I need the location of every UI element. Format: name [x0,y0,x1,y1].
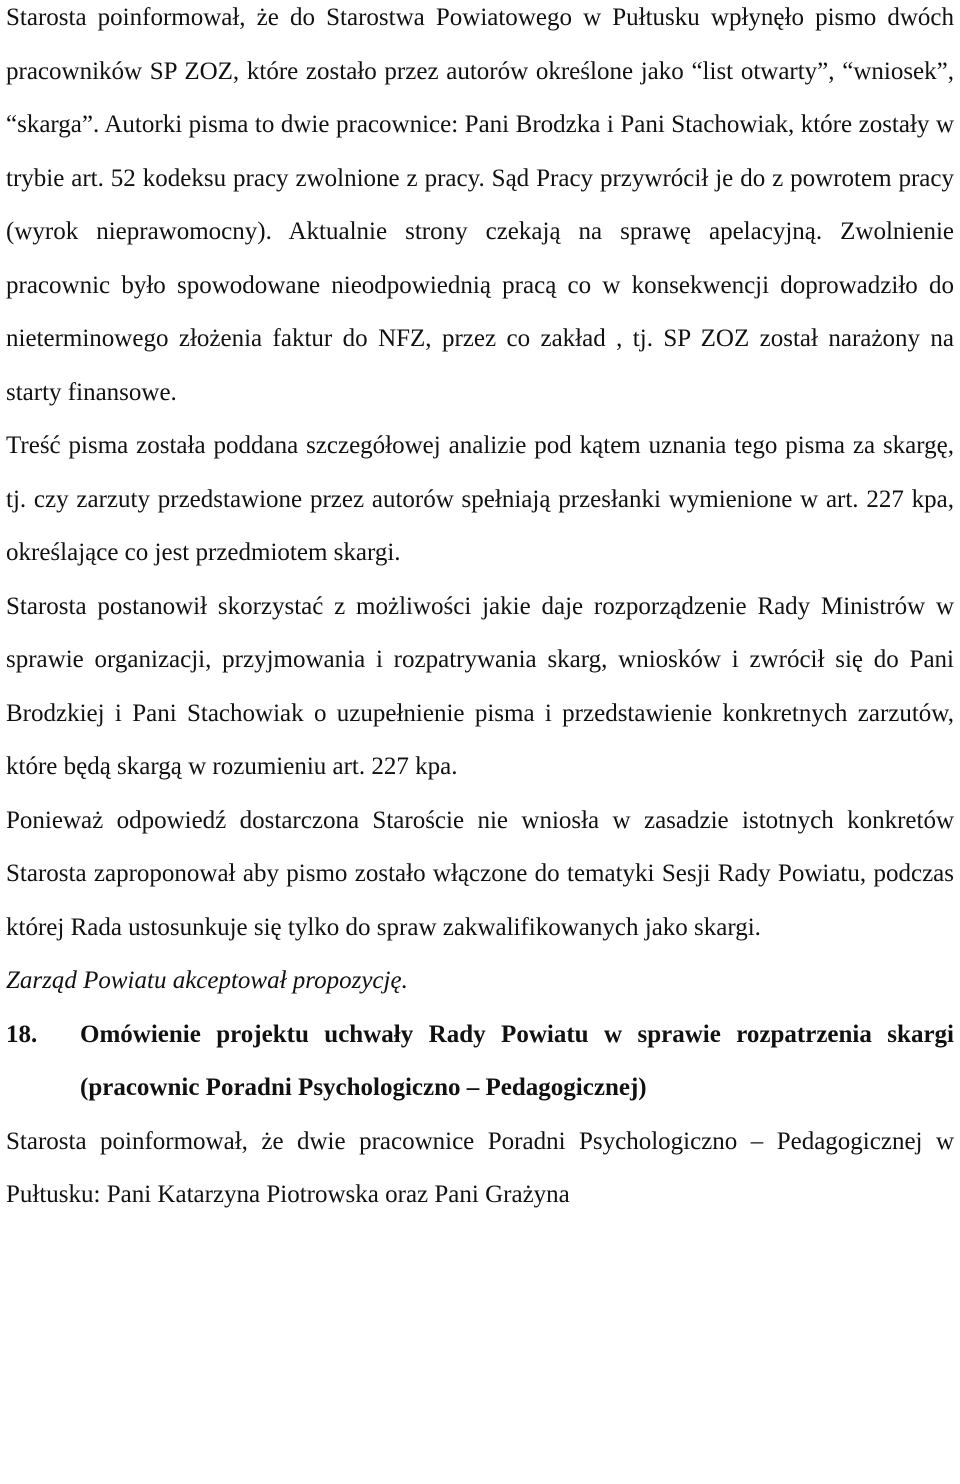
section-heading [6,1008,954,1115]
paragraph-response: Ponieważ odpowiedź dostarczona Staroście nie wniosła w zasadzie istotnych konkretów Starosta zaproponował aby pismo zostało włączone do tematyki Sesji Rady Powiatu, podczas której Rada ustosunkuje się tylko do spraw zakwalifikowanych jako skargi. [6,806,954,941]
paragraph-regulation: Starosta postanowił skorzystać z możliwości jakie daje rozporządzenie Rady Ministrów w sprawie organizacji, przyjmowania i rozpatrywania skarg, wniosków i zwrócił się do Pani Brodzkiej i Pani Stachowiak o uzupełnienie pisma i przedstawienie konkretnych zarzutów, które będą skargą w rozumieniu art. 227 kpa. [6,592,954,780]
section-title: Omówienie projektu uchwały Rady Powiatu w sprawie rozpatrzenia skargi (pracownic Poradni Psychologiczno – Pedagogicznej) [80,1020,954,1101]
paragraph-complaint-intro: Starosta poinformował, że do Starostwa Powiatowego w Pułtusku wpłynęło pismo dwóch pracowników SP ZOZ, które zostało przez autorów określone jako “list otwarty”, “wniosek”, “skarga”. Autorki pisma to dwie pracownice: Pani Brodzka i Pani Stachowiak, które zostały w trybie art. 52 kodeksu pracy zwolnione z pracy. Sąd Pracy przywrócił je do z powrotem pracy (wyrok nieprawomocny). Aktualnie strony czekają na sprawę apelacyjną. Zwolnienie pracownic było spowodowane nieodpowiednią pracą co w konsekwencji doprowadziło do nieterminowego złożenia faktur do NFZ, przez co zakład , tj. SP ZOZ został narażony na starty finansowe. [6,4,954,406]
paragraph-board-decision: Zarząd Powiatu akceptował propozycję. [6,967,408,994]
paragraph-psych-complaint: Starosta poinformował, że dwie pracownice Poradni Psychologiczno – Pedagogicznej w Pułtusku: Pani Katarzyna Piotrowska oraz Pani Grażyna [6,1127,954,1208]
paragraph-analysis: Treść pisma została poddana szczegółowej analizie pod kątem uznania tego pisma za skargę, tj. czy zarzuty przedstawione przez autorów spełniają przesłanki wymienione w art. 227 kpa, określające co jest przedmiotem skargi. [6,432,954,566]
section-number: 18. [6,1020,38,1048]
